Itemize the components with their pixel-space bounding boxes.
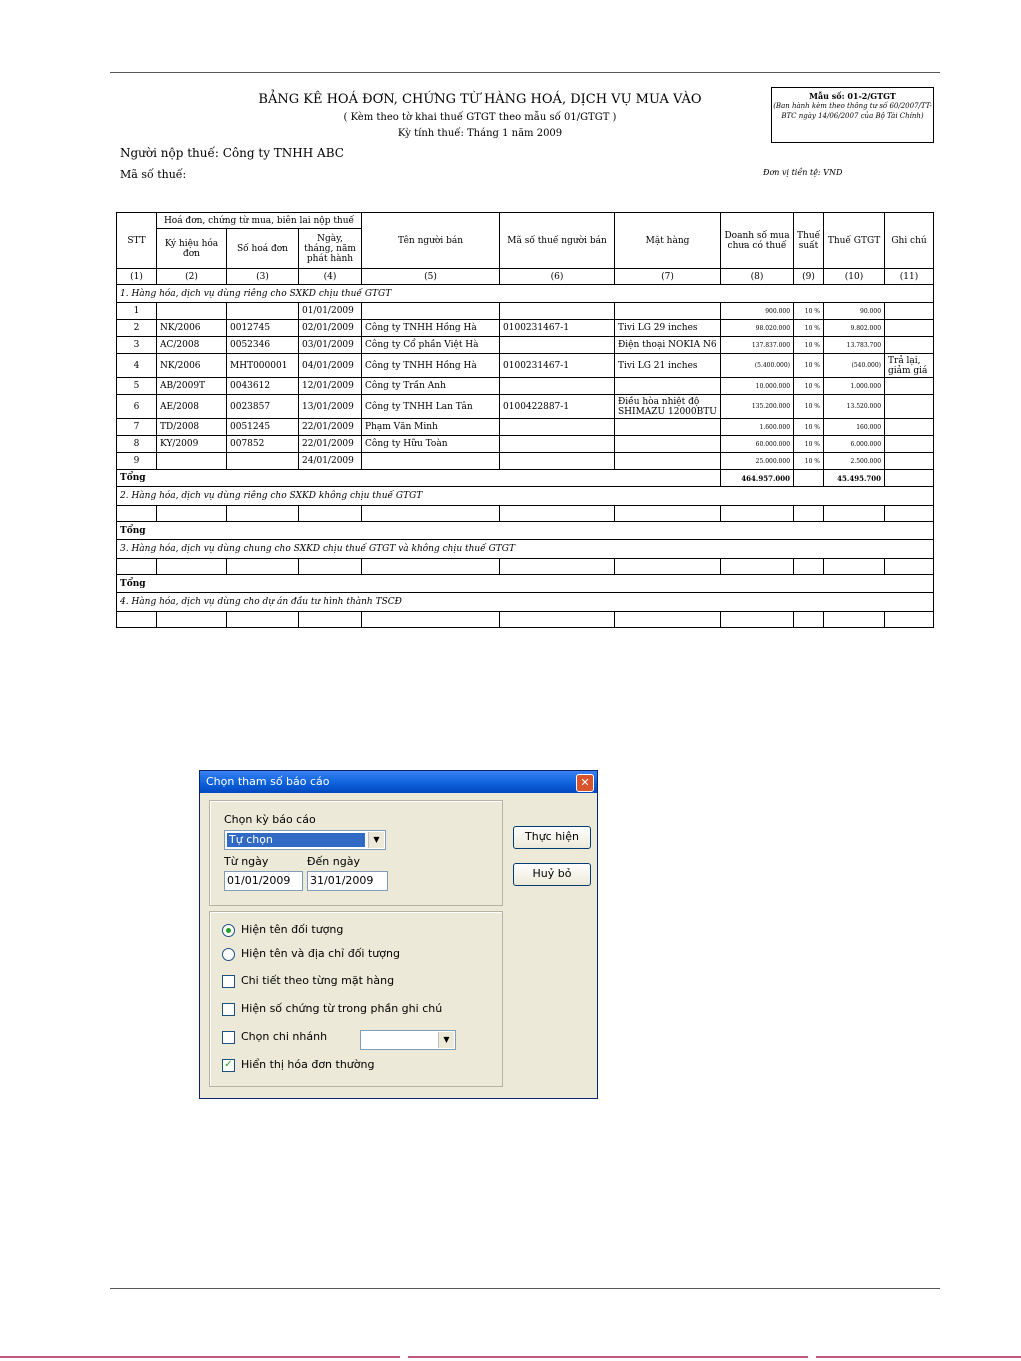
cell-number: 007852 <box>227 436 299 453</box>
dialog-titlebar[interactable] <box>200 771 597 793</box>
cancel-button[interactable]: Huỷ bỏ <box>513 863 591 886</box>
table-row <box>117 320 934 337</box>
cell-item <box>615 419 721 436</box>
cell-rate: 10 % <box>794 419 824 436</box>
col-number: (11) <box>885 269 934 285</box>
cell-number: 0043612 <box>227 378 299 395</box>
cell-note: Trả lại, giảm giá <box>885 354 934 378</box>
section-1-title: 1. Hàng hóa, dịch vụ dùng riêng cho SXKD chịu thuế GTGT <box>117 285 934 303</box>
options-group <box>209 911 503 1087</box>
cell-date: 01/01/2009 <box>299 303 362 320</box>
detail-items-checkbox[interactable] <box>222 973 394 989</box>
cell-rate: 10 % <box>794 453 824 470</box>
show-voucher-label: Hiện số chứng từ trong phần ghi chú <box>241 1002 443 1015</box>
bottom-rule <box>110 1288 940 1289</box>
execute-button[interactable]: Thực hiện <box>513 826 591 849</box>
header-symbol: Ký hiệu hóa đơn <box>157 229 227 269</box>
cell-seller-tax <box>500 303 615 320</box>
cell-seller: Công ty Cổ phần Việt Hà <box>362 337 500 354</box>
cell-note <box>885 453 934 470</box>
cell-revenue: 137.837.000 <box>721 337 794 354</box>
cell-vat: 160.000 <box>824 419 885 436</box>
cell-stt: 8 <box>117 436 157 453</box>
period-group <box>209 800 503 906</box>
col-number: (3) <box>227 269 299 285</box>
cell-item <box>615 303 721 320</box>
cell-item <box>615 378 721 395</box>
cell-item: Điều hòa nhiệt độ SHIMAZU 12000BTU <box>615 395 721 419</box>
show-normal-invoice-label: Hiển thị hóa đơn thường <box>241 1058 375 1071</box>
cell-symbol: KY/2009 <box>157 436 227 453</box>
cell-seller-tax <box>500 378 615 395</box>
cell-seller: Phạm Văn Minh <box>362 419 500 436</box>
cell-number: MHT000001 <box>227 354 299 378</box>
cell-symbol: NK/2006 <box>157 320 227 337</box>
cell-revenue: 135.200.000 <box>721 395 794 419</box>
cell-vat: 1.000.000 <box>824 378 885 395</box>
cell-seller-tax <box>500 419 615 436</box>
radio-selected-icon <box>222 924 235 937</box>
col-number: (6) <box>500 269 615 285</box>
cell-number: 0023857 <box>227 395 299 419</box>
table-row <box>117 378 934 395</box>
section-2-title: 2. Hàng hóa, dịch vụ dùng riêng cho SXKD không chịu thuế GTGT <box>117 487 934 506</box>
cell-item: Điện thoại NOKIA N6 <box>615 337 721 354</box>
top-rule <box>110 72 940 73</box>
cell-revenue: 60.000.000 <box>721 436 794 453</box>
table-row <box>117 453 934 470</box>
cell-seller-tax <box>500 436 615 453</box>
table-row <box>117 436 934 453</box>
cell-stt: 3 <box>117 337 157 354</box>
cell-date: 22/01/2009 <box>299 436 362 453</box>
column-number-row <box>117 269 934 285</box>
form-code-box <box>771 87 934 143</box>
from-date-input[interactable]: 01/01/2009 <box>224 871 303 891</box>
cell-symbol: AC/2008 <box>157 337 227 354</box>
cell-symbol <box>157 453 227 470</box>
cell-vat: 13.520.000 <box>824 395 885 419</box>
branch-checkbox[interactable] <box>222 1029 327 1045</box>
cell-seller-tax <box>500 337 615 354</box>
cell-revenue: 10.000.000 <box>721 378 794 395</box>
header-number: Số hoá đơn <box>227 229 299 269</box>
cell-rate: 10 % <box>794 354 824 378</box>
show-normal-invoice-checkbox[interactable] <box>222 1057 374 1073</box>
report-parameters-dialog <box>199 770 598 1099</box>
cell-date: 12/01/2009 <box>299 378 362 395</box>
col-number: (1) <box>117 269 157 285</box>
show-voucher-checkbox[interactable] <box>222 1001 442 1017</box>
cell-symbol: NK/2006 <box>157 354 227 378</box>
cell-date: 22/01/2009 <box>299 419 362 436</box>
to-date-label: Đến ngày <box>307 855 360 868</box>
table-row <box>117 419 934 436</box>
cell-revenue: 25.000.000 <box>721 453 794 470</box>
cell-seller: Công ty TNHH Lan Tân <box>362 395 500 419</box>
table-row <box>117 395 934 419</box>
show-name-radio[interactable] <box>222 922 343 938</box>
cell-symbol: AB/2009T <box>157 378 227 395</box>
col-number: (4) <box>299 269 362 285</box>
empty-row <box>117 506 934 522</box>
total-note-empty <box>885 470 934 487</box>
total-label-3: Tổng <box>117 575 934 593</box>
period-select[interactable] <box>224 830 386 850</box>
cell-vat: 90.000 <box>824 303 885 320</box>
cell-revenue: 900.000 <box>721 303 794 320</box>
cell-note <box>885 303 934 320</box>
cell-rate: 10 % <box>794 378 824 395</box>
cell-revenue: 1.600.000 <box>721 419 794 436</box>
period-label: Chọn kỳ báo cáo <box>224 813 316 826</box>
cell-date: 02/01/2009 <box>299 320 362 337</box>
cell-revenue: (5.400.000) <box>721 354 794 378</box>
cell-seller-tax: 0100422887-1 <box>500 395 615 419</box>
cell-vat: 2.500.000 <box>824 453 885 470</box>
empty-row <box>117 612 934 628</box>
table-row <box>117 354 934 378</box>
cell-rate: 10 % <box>794 395 824 419</box>
cell-seller-tax <box>500 453 615 470</box>
data-rows <box>117 303 934 470</box>
cell-date: 03/01/2009 <box>299 337 362 354</box>
cell-seller: Công ty Trần Anh <box>362 378 500 395</box>
checkbox-icon <box>222 1031 235 1044</box>
cell-number <box>227 453 299 470</box>
cell-stt: 5 <box>117 378 157 395</box>
cell-seller: Công ty Hữu Toàn <box>362 436 500 453</box>
header-seller: Tên người bán <box>362 213 500 269</box>
section-4-title: 4. Hàng hóa, dịch vụ dùng cho dự án đầu tư hình thành TSCĐ <box>117 593 934 612</box>
chevron-down-icon[interactable]: ▼ <box>438 1032 454 1048</box>
cell-seller <box>362 453 500 470</box>
form-code: Mẫu số: 01-2/GTGT <box>809 91 896 101</box>
cell-note <box>885 436 934 453</box>
cell-note <box>885 337 934 354</box>
branch-select[interactable] <box>360 1030 456 1050</box>
to-date-input[interactable]: 31/01/2009 <box>307 871 388 891</box>
cell-item: Tivi LG 21 inches <box>615 354 721 378</box>
cell-seller <box>362 303 500 320</box>
cell-seller-tax: 0100231467-1 <box>500 354 615 378</box>
header-rate: Thuế suất <box>794 213 824 269</box>
total-revenue: 464.957.000 <box>721 470 794 487</box>
cell-number: 0051245 <box>227 419 299 436</box>
cell-note <box>885 320 934 337</box>
cell-number <box>227 303 299 320</box>
cell-rate: 10 % <box>794 320 824 337</box>
col-number: (2) <box>157 269 227 285</box>
close-icon[interactable]: ✕ <box>576 774 594 792</box>
cell-date: 13/01/2009 <box>299 395 362 419</box>
detail-items-label: Chi tiết theo từng mặt hàng <box>241 974 395 987</box>
checkbox-checked-icon: ✓ <box>222 1059 235 1072</box>
col-number: (8) <box>721 269 794 285</box>
cell-stt: 1 <box>117 303 157 320</box>
col-number: (7) <box>615 269 721 285</box>
from-date-label: Từ ngày <box>224 855 269 868</box>
cell-note <box>885 395 934 419</box>
total-vat: 45.495.700 <box>824 470 885 487</box>
cell-seller-tax: 0100231467-1 <box>500 320 615 337</box>
document-title: BẢNG KÊ HOÁ ĐƠN, CHỨNG TỪ HÀNG HOÁ, DỊCH VỤ MUA VÀO <box>258 92 702 107</box>
taxpayer-name: Người nộp thuế: Công ty TNHH ABC <box>120 146 344 160</box>
branch-label: Chọn chi nhánh <box>241 1030 328 1043</box>
header-invoice-group: Hoá đơn, chứng từ mua, biên lai nộp thuế <box>157 213 362 229</box>
total-rate-empty <box>794 470 824 487</box>
chevron-down-icon[interactable]: ▼ <box>368 832 384 848</box>
cell-item <box>615 436 721 453</box>
cell-date: 04/01/2009 <box>299 354 362 378</box>
checkbox-icon <box>222 1003 235 1016</box>
cell-date: 24/01/2009 <box>299 453 362 470</box>
cell-symbol <box>157 303 227 320</box>
header-revenue: Doanh số mua chưa có thuế <box>721 213 794 269</box>
cell-seller: Công ty TNHH Hồng Hà <box>362 354 500 378</box>
checkbox-icon <box>222 975 235 988</box>
col-number: (10) <box>824 269 885 285</box>
total-label-2: Tổng <box>117 522 934 540</box>
header-item: Mặt hàng <box>615 213 721 269</box>
show-name-address-label: Hiện tên và địa chỉ đối tượng <box>241 947 400 960</box>
cell-vat: 9.802.000 <box>824 320 885 337</box>
cell-number: 0052346 <box>227 337 299 354</box>
table-row <box>117 337 934 354</box>
col-number: (9) <box>794 269 824 285</box>
cell-vat: (540.000) <box>824 354 885 378</box>
empty-row <box>117 559 934 575</box>
radio-icon <box>222 948 235 961</box>
header-seller-tax: Mã số thuế người bán <box>500 213 615 269</box>
cell-vat: 13.783.700 <box>824 337 885 354</box>
currency-unit: Đơn vị tiền tệ: VND <box>763 168 843 177</box>
dialog-title: Chọn tham số báo cáo <box>206 775 330 788</box>
tax-period: Kỳ tính thuế: Tháng 1 năm 2009 <box>397 128 563 139</box>
invoice-table <box>116 212 934 628</box>
cell-symbol: AE/2008 <box>157 395 227 419</box>
cell-rate: 10 % <box>794 337 824 354</box>
header-note: Ghi chú <box>885 213 934 269</box>
cell-stt: 2 <box>117 320 157 337</box>
section-3-title: 3. Hàng hóa, dịch vụ dùng chung cho SXKD chịu thuế GTGT và không chịu thuế GTGT <box>117 540 934 559</box>
footer-rule <box>0 1356 1021 1358</box>
cell-item: Tivi LG 29 inches <box>615 320 721 337</box>
col-number: (5) <box>362 269 500 285</box>
cell-symbol: TD/2008 <box>157 419 227 436</box>
header-stt: STT <box>117 213 157 269</box>
period-select-value: Tự chọn <box>227 833 365 847</box>
cell-rate: 10 % <box>794 436 824 453</box>
header-date: Ngày, tháng, năm phát hành <box>299 229 362 269</box>
cell-seller: Công ty TNHH Hồng Hà <box>362 320 500 337</box>
show-name-address-radio[interactable] <box>222 946 400 962</box>
cell-number: 0012745 <box>227 320 299 337</box>
cell-stt: 9 <box>117 453 157 470</box>
cell-revenue: 98.020.000 <box>721 320 794 337</box>
tax-code-label: Mã số thuế: <box>120 168 187 181</box>
document-subtitle: ( Kèm theo tờ khai thuế GTGT theo mẫu số 01/GTGT ) <box>343 112 617 123</box>
cell-stt: 4 <box>117 354 157 378</box>
show-name-label: Hiện tên đối tượng <box>241 923 344 936</box>
total-label: Tổng <box>117 470 721 487</box>
table-row <box>117 303 934 320</box>
form-note: (Ban hành kèm theo thông tư số 60/2007/TT-BTC ngày 14/06/2007 của Bộ Tài Chính) <box>773 102 932 120</box>
cell-item <box>615 453 721 470</box>
cell-vat: 6.000.000 <box>824 436 885 453</box>
cell-note <box>885 419 934 436</box>
cell-stt: 6 <box>117 395 157 419</box>
header-vat: Thuế GTGT <box>824 213 885 269</box>
cell-rate: 10 % <box>794 303 824 320</box>
cell-note <box>885 378 934 395</box>
cell-stt: 7 <box>117 419 157 436</box>
